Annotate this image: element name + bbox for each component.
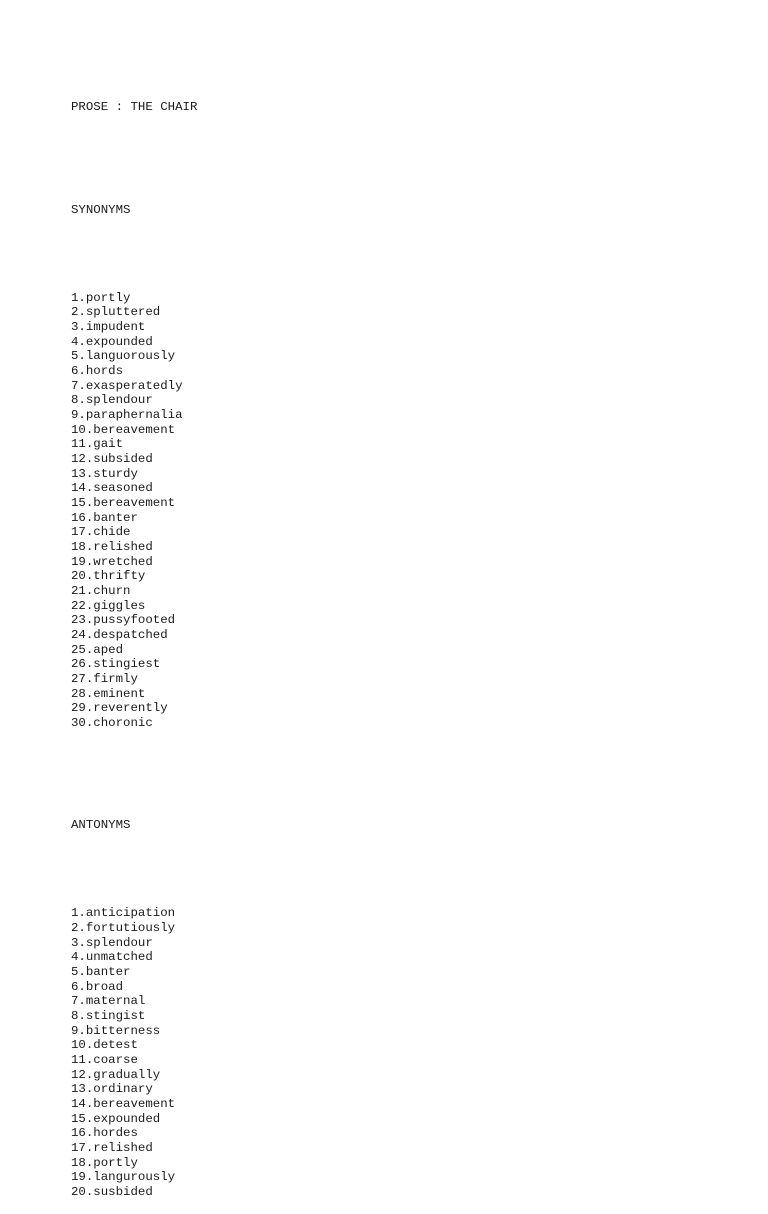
synonym-item: 24.despatched — [71, 627, 168, 642]
antonyms-heading: ANTONYMS — [71, 818, 131, 833]
antonym-item: 2.fortutiously — [71, 921, 176, 935]
antonym-item: 14.bereavement — [71, 1096, 176, 1111]
antonym-item: 4.unmatched — [71, 950, 153, 965]
document-page — [71, 71, 197, 1214]
antonym-item: 19.langurously — [71, 1170, 176, 1185]
synonym-item: 23.pussyfooted — [71, 613, 176, 628]
synonym-item: 6.hords — [71, 364, 124, 379]
synonym-item: 2.spluttered — [71, 305, 161, 320]
antonyms-list — [71, 906, 197, 1199]
synonym-item: 5.languorously — [71, 349, 176, 364]
synonym-item: 28.eminent — [71, 686, 146, 701]
synonym-item: 10.bereavement — [71, 422, 176, 437]
antonym-item: 16.hordes — [71, 1126, 138, 1141]
synonym-item: 11.gait — [71, 437, 124, 452]
document-title: PROSE : THE CHAIR — [71, 100, 198, 115]
synonym-item: 15.bereavement — [71, 496, 176, 510]
synonym-item: 19.wretched — [71, 554, 153, 569]
synonym-item: 12.subsided — [71, 452, 153, 467]
spacer — [71, 862, 197, 877]
synonym-item: 3.impudent — [71, 320, 146, 335]
antonym-item: 12.gradually — [71, 1067, 161, 1082]
synonym-item: 22.giggles — [71, 598, 146, 613]
antonym-item: 11.coarse — [71, 1052, 138, 1067]
antonym-item: 20.susbided — [71, 1184, 153, 1199]
synonym-item: 29.reverently — [71, 701, 168, 716]
synonym-item: 26.stingiest — [71, 657, 161, 672]
synonym-item: 27.firmly — [71, 671, 138, 686]
antonym-item: 10.detest — [71, 1038, 138, 1053]
synonym-item: 9.paraphernalia — [71, 408, 183, 423]
spacer — [71, 247, 197, 262]
synonym-item: 16.banter — [71, 510, 138, 525]
synonyms-heading: SYNONYMS — [71, 202, 131, 217]
synonym-item: 4.expounded — [71, 334, 153, 349]
synonym-item: 14.seasoned — [71, 481, 153, 496]
antonym-item: 15.expounded — [71, 1111, 161, 1126]
synonym-item: 18.relished — [71, 539, 153, 554]
synonym-item: 7.exasperatedly — [71, 378, 183, 393]
synonym-item: 30.choronic — [71, 715, 153, 730]
antonym-item: 17.relished — [71, 1140, 153, 1155]
antonym-item: 5.banter — [71, 964, 131, 979]
synonym-item: 25.aped — [71, 642, 124, 657]
synonym-item: 17.chide — [71, 525, 131, 540]
antonym-item: 6.broad — [71, 979, 124, 994]
synonym-item: 13.sturdy — [71, 466, 138, 481]
antonym-item: 1.anticipation — [71, 906, 176, 921]
antonym-item: 9.bitterness — [71, 1023, 161, 1038]
antonym-item: 7.maternal — [71, 994, 146, 1009]
antonym-item: 18.portly — [71, 1155, 138, 1170]
antonym-item: 3.splendour — [71, 935, 153, 950]
spacer — [71, 144, 197, 159]
synonym-item: 21.churn — [71, 583, 131, 598]
antonym-item: 13.ordinary — [71, 1082, 153, 1097]
synonym-item: 1.portly — [71, 290, 131, 305]
synonyms-list — [71, 291, 197, 731]
spacer — [71, 760, 197, 775]
synonym-item: 20.thrifty — [71, 569, 146, 584]
antonym-item: 8.stingist — [71, 1008, 146, 1023]
synonym-item: 8.splendour — [71, 393, 153, 408]
